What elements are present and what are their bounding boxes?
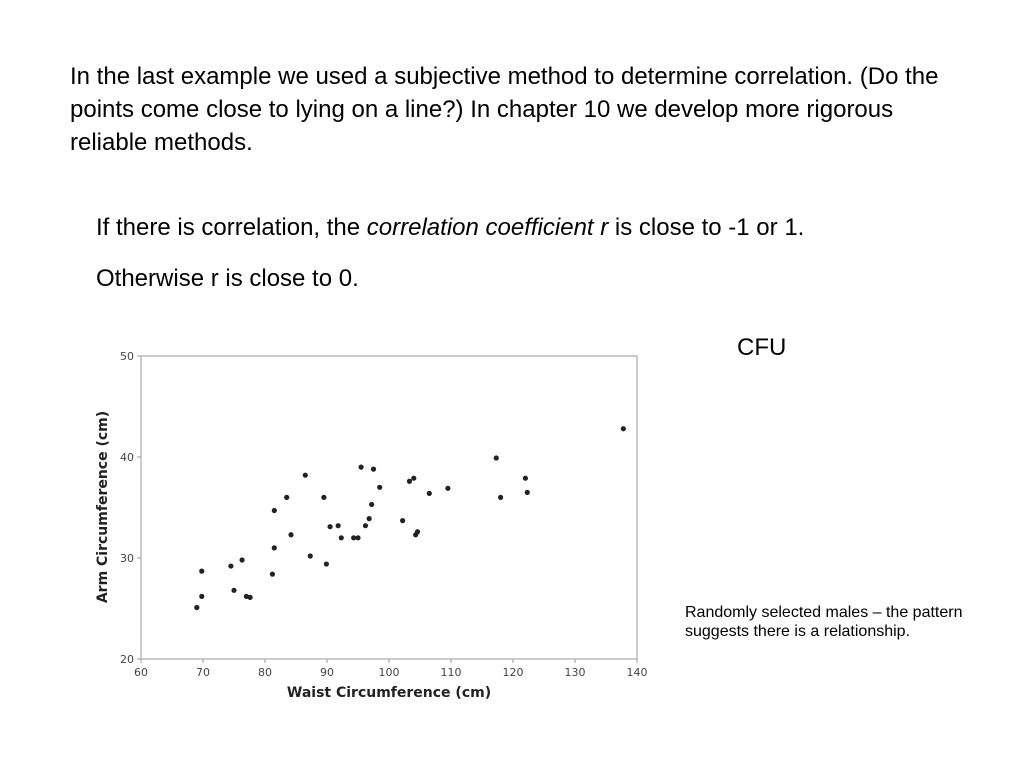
data-point	[523, 476, 528, 481]
data-point	[199, 569, 204, 574]
data-point	[369, 502, 374, 507]
data-point	[367, 516, 372, 521]
no-correlation-statement: Otherwise r is close to 0.	[96, 265, 359, 292]
data-point	[228, 563, 233, 568]
data-point	[308, 553, 313, 558]
data-point	[407, 479, 412, 484]
data-point	[248, 595, 253, 600]
data-point	[239, 557, 244, 562]
data-point	[303, 473, 308, 478]
data-point	[336, 523, 341, 528]
axis-ticks	[120, 350, 648, 679]
y-axis-title: Arm Circumference (cm)	[95, 410, 111, 604]
data-point	[427, 491, 432, 496]
x-tick-label: 90	[320, 666, 334, 679]
data-point	[194, 605, 199, 610]
data-point	[288, 532, 293, 537]
correlation-coefficient-term: correlation coefficient r	[366, 214, 609, 241]
cfu-label: CFU	[737, 334, 787, 361]
x-tick-label: 100	[378, 666, 400, 679]
y-tick-label: 20	[120, 653, 134, 666]
intro-paragraph: In the last example we used a subjective method to determine correlation. (Do the points come close to lying on a line?) In chapter 10 we develop more rigorous reliable methods.	[70, 63, 939, 156]
data-point	[339, 535, 344, 540]
chart-caption: Randomly selected males – the pattern suggests there is a relationship.	[685, 604, 963, 640]
data-point	[359, 465, 364, 470]
x-tick-label: 70	[196, 666, 210, 679]
data-point	[328, 524, 333, 529]
data-point	[272, 545, 277, 550]
data-point	[494, 455, 499, 460]
y-tick-label: 40	[120, 451, 134, 464]
x-tick-label: 60	[134, 666, 148, 679]
data-point	[525, 490, 530, 495]
data-point	[199, 594, 204, 599]
data-point	[411, 476, 416, 481]
data-point	[324, 561, 329, 566]
plot-area-frame	[141, 356, 637, 659]
data-point	[400, 518, 405, 523]
y-tick-label: 50	[120, 350, 134, 363]
data-point	[621, 426, 626, 431]
x-tick-label: 120	[502, 666, 524, 679]
data-point	[445, 486, 450, 491]
x-tick-label: 130	[564, 666, 586, 679]
y-tick-label: 30	[120, 552, 134, 565]
data-point	[231, 588, 236, 593]
data-point	[284, 495, 289, 500]
data-point	[270, 572, 275, 577]
data-point	[321, 495, 326, 500]
data-point	[363, 523, 368, 528]
correlation-statement-start: If there is correlation, the	[96, 214, 367, 241]
data-point	[377, 485, 382, 490]
data-point	[498, 495, 503, 500]
correlation-statement-end: is close to -1 or 1.	[608, 214, 805, 241]
x-tick-label: 140	[626, 666, 648, 679]
data-points	[194, 426, 626, 610]
x-axis-title: Waist Circumference (cm)	[286, 685, 492, 701]
data-point	[415, 529, 420, 534]
data-point	[355, 535, 360, 540]
data-point	[272, 508, 277, 513]
data-point	[371, 467, 376, 472]
x-tick-label: 110	[440, 666, 462, 679]
x-tick-label: 80	[258, 666, 272, 679]
